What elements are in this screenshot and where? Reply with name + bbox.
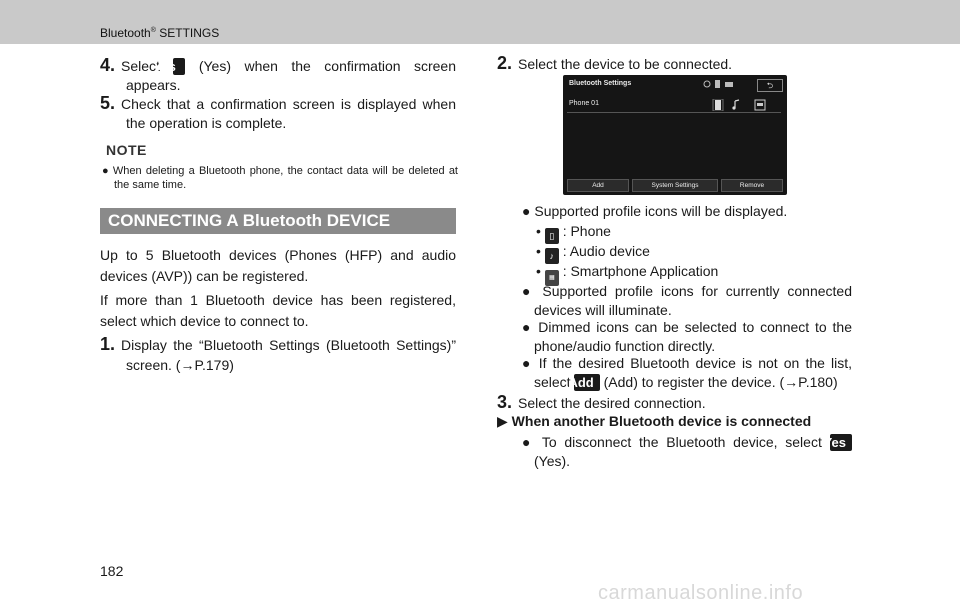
watermark: carmanualsonline.info (598, 582, 804, 604)
bullet-icon: ● (522, 203, 531, 219)
step-4: 4. Select Yes (Yes) when the confirmation screen appears. (100, 55, 457, 93)
remove-button[interactable]: Remove (721, 179, 783, 192)
paragraph-2: If more than 1 Bluetooth device has been registered, select which device to connect to. (100, 292, 456, 329)
page-number: 182 (100, 563, 124, 579)
yes-button-chip: Yes (173, 58, 185, 75)
bullet-profile-icons: ● Supported profile icons will be displayed. (522, 203, 788, 219)
bullet-icon: ● (102, 165, 110, 177)
screen-title: Bluetooth Settings (569, 80, 632, 87)
paragraph-1: Up to 5 Bluetooth devices (Phones (HFP) and audio devices (AVP)) can be registered. (100, 247, 456, 284)
step-2: 2. Select the device to be connected. (497, 53, 733, 73)
add-button[interactable]: Add (567, 179, 629, 192)
profile-icons (707, 99, 777, 113)
screen-button-bar (567, 179, 783, 192)
yes-button-chip: Yes (830, 434, 852, 451)
arrow-right-icon: ▶ (497, 413, 508, 429)
bullet-icon: ● (522, 434, 535, 450)
bullet-dimmed: ● Dimmed icons can be selected to connect to the phone/audio function directly. (522, 319, 852, 354)
bluetooth-settings-screenshot (563, 75, 787, 195)
header-title: Bluetooth® SETTINGS (100, 26, 220, 40)
back-icon[interactable]: ⮌ (757, 79, 783, 92)
device-row-phone-01[interactable]: Phone 01 (567, 99, 781, 113)
bullet-icon: ● (522, 355, 533, 371)
bullet-not-on-list: ● If the desired Bluetooth device is not on the list, select Add (Add) to register the device. (→P.180) (522, 355, 852, 390)
subheading-another-device: ▶ When another Bluetooth device is connected (497, 413, 812, 429)
bullet-icon: ● (522, 319, 533, 335)
page-header (0, 0, 960, 44)
app-icon: ▦ (545, 270, 559, 286)
step-5: 5. Check that a confirmation screen is displayed when the operation is complete. (100, 93, 456, 131)
bullet-illuminate: ● Supported profile icons for currently connected devices will illuminate. (522, 283, 853, 318)
note-item: ● When deleting a Bluetooth phone, the contact data will be deleted at the same time. (102, 165, 458, 191)
add-button-chip: Add (574, 374, 599, 391)
bullet-app: • ▦ : Smartphone Application (536, 261, 718, 286)
section-heading: CONNECTING A Bluetooth DEVICE (100, 208, 456, 234)
phone-icon: ▯ (545, 228, 559, 244)
step-3: 3. Select the desired connection. (497, 392, 706, 412)
system-settings-button[interactable]: System Settings (632, 179, 718, 192)
step-1: 1. Display the “Bluetooth Settings (Bluetooth Settings)” screen. (→P.179) (100, 334, 456, 373)
note-title: NOTE (106, 142, 147, 158)
status-icons (703, 79, 743, 91)
music-note-icon: ♪ (545, 248, 559, 264)
bullet-audio: • ♪ : Audio device (536, 241, 650, 264)
bullet-icon: ● (522, 283, 535, 299)
bullet-phone: • ▯ : Phone (536, 221, 611, 244)
bullet-disconnect: ● To disconnect the Bluetooth device, select Yes (Yes). (522, 433, 852, 471)
